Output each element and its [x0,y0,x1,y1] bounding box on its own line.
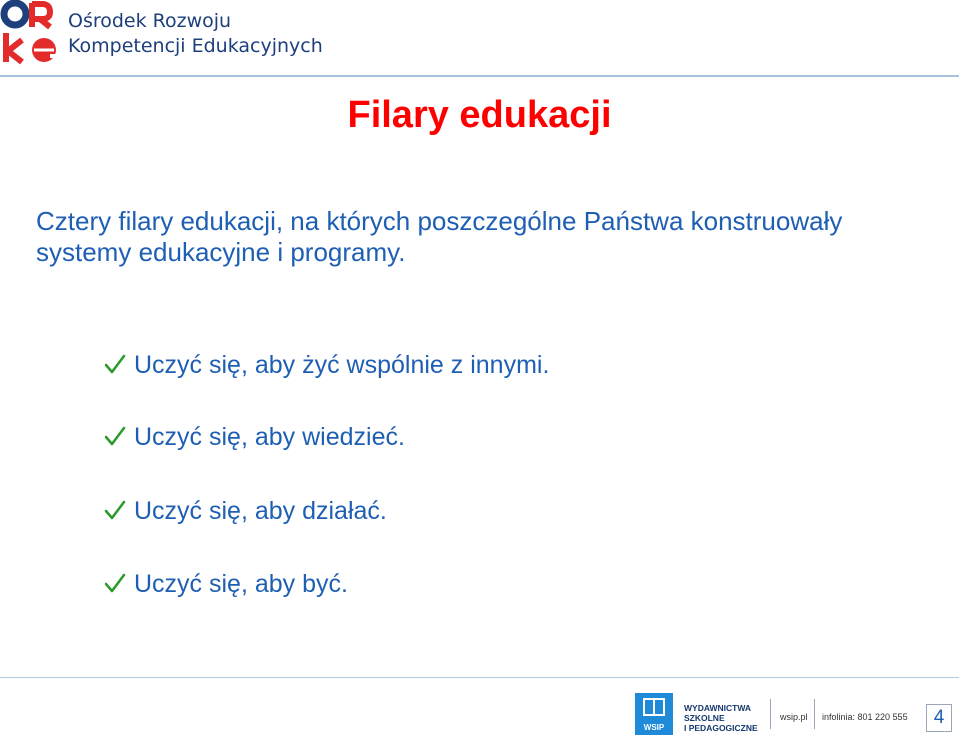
header-divider [0,75,959,77]
publisher-name [684,703,758,733]
publisher-url[interactable]: wsip.pl [780,712,808,722]
book-icon [635,693,673,723]
logo-line2: Kompetencji Edukacyjnych [68,35,323,57]
checkmark-icon [104,572,126,594]
intro-line-1: Cztery filary edukacji, na których poszczególne Państwa konstruowały [36,206,843,236]
infoline: infolinia: 801 220 555 [822,712,908,722]
page-number: 4 [933,707,945,728]
footer-divider [0,677,959,678]
checkmark-icon [104,499,126,521]
checkmark-icon [104,353,126,375]
footer-separator [814,699,815,729]
publisher-line3: I PEDAGOGICZNE [684,723,758,733]
orke-logo [0,0,323,66]
publisher-line2: SZKOLNE [684,713,725,723]
logo-line1: Ośrodek Rozwoju [68,10,232,32]
intro-line-2: systemy edukacyjne i programy. [36,237,406,267]
list-item-text: Uczyć się, aby żyć wspólnie z innymi. [134,351,550,379]
footer-separator [770,699,771,729]
publisher-line1: WYDAWNICTWA [684,703,752,713]
wsip-logo [635,693,673,735]
list-item-text: Uczyć się, aby wiedzieć. [134,423,405,451]
wsip-badge-text: WSIP [643,723,665,732]
checkmark-icon [104,425,126,447]
intro-paragraph [36,206,946,268]
orke-logo-mark [0,0,66,66]
list-item-text: Uczyć się, aby działać. [134,497,387,525]
list-item-text: Uczyć się, aby być. [134,570,348,598]
slide-title: Filary edukacji [347,94,612,136]
